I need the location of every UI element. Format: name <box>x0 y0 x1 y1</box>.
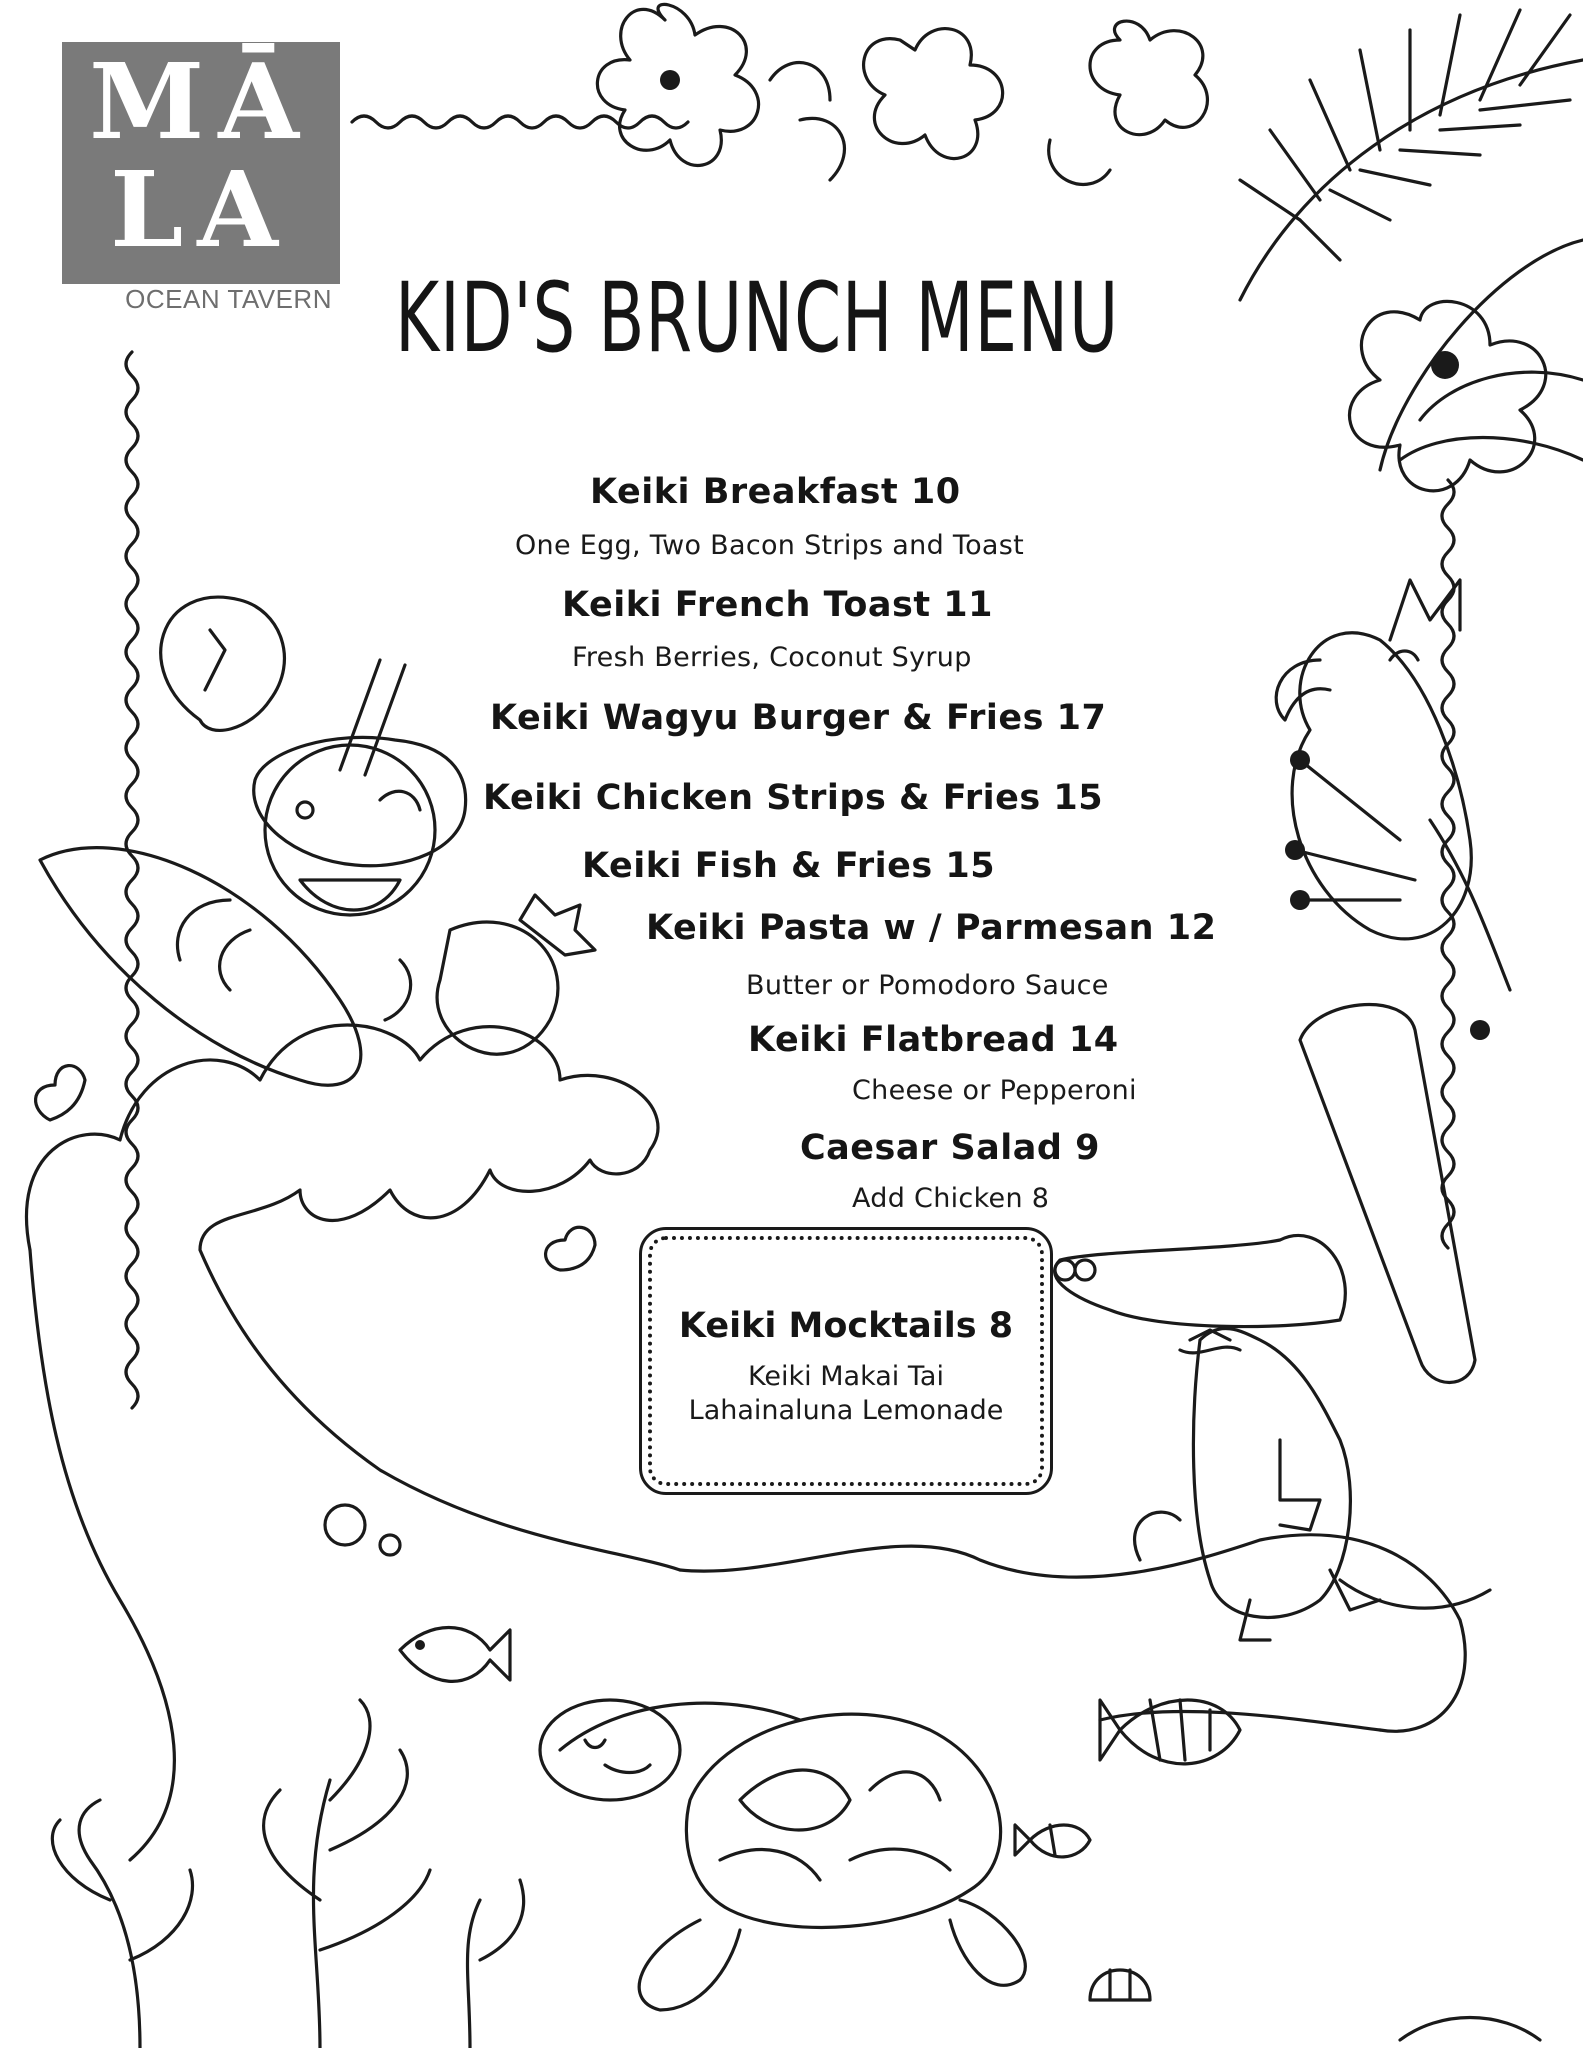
mocktail-item: Lahainaluna Lemonade <box>688 1395 1004 1426</box>
logo-mark: MĀ LA <box>89 40 313 271</box>
logo-subtitle: OCEAN TAVERN <box>62 284 340 314</box>
page-title: KID'S BRUNCH MENU <box>395 262 1120 374</box>
menu-item-name: Keiki French Toast 11 <box>562 585 993 625</box>
sea-turtle <box>540 1700 1025 2010</box>
parrot <box>1276 580 1510 1040</box>
menu-item-name: Caesar Salad 9 <box>800 1128 1100 1168</box>
mocktail-item: Keiki Makai Tai <box>748 1361 944 1392</box>
menu-item-name: Keiki Breakfast 10 <box>590 472 961 512</box>
mocktails-list <box>652 1360 1040 1428</box>
mocktails-box <box>648 1236 1044 1486</box>
menu-item-name: Keiki Pasta w / Parmesan 12 <box>646 908 1217 948</box>
menu-item-description: One Egg, Two Bacon Strips and Toast <box>515 530 1025 561</box>
restaurant-logo <box>62 40 340 314</box>
hibiscus-flowers <box>597 4 1545 490</box>
crab-surfer <box>40 597 595 1085</box>
menu-item-description: Add Chicken 8 <box>852 1183 1050 1214</box>
menu-item-description: Cheese or Pepperoni <box>852 1075 1137 1106</box>
mocktails-title: Keiki Mocktails 8 <box>678 1306 1014 1346</box>
menu-item-description: Fresh Berries, Coconut Syrup <box>572 642 972 673</box>
menu-item-name: Keiki Fish & Fries 15 <box>582 846 996 886</box>
seashell <box>1090 1970 1540 2040</box>
menu-item-name: Keiki Chicken Strips & Fries 15 <box>483 778 1104 818</box>
menu-item-description: Butter or Pomodoro Sauce <box>746 970 1109 1001</box>
menu-item-name: Keiki Wagyu Burger & Fries 17 <box>490 698 1107 738</box>
fish <box>400 1628 1240 1857</box>
coral <box>52 1700 523 2048</box>
menu-item-name: Keiki Flatbread 14 <box>748 1020 1119 1060</box>
